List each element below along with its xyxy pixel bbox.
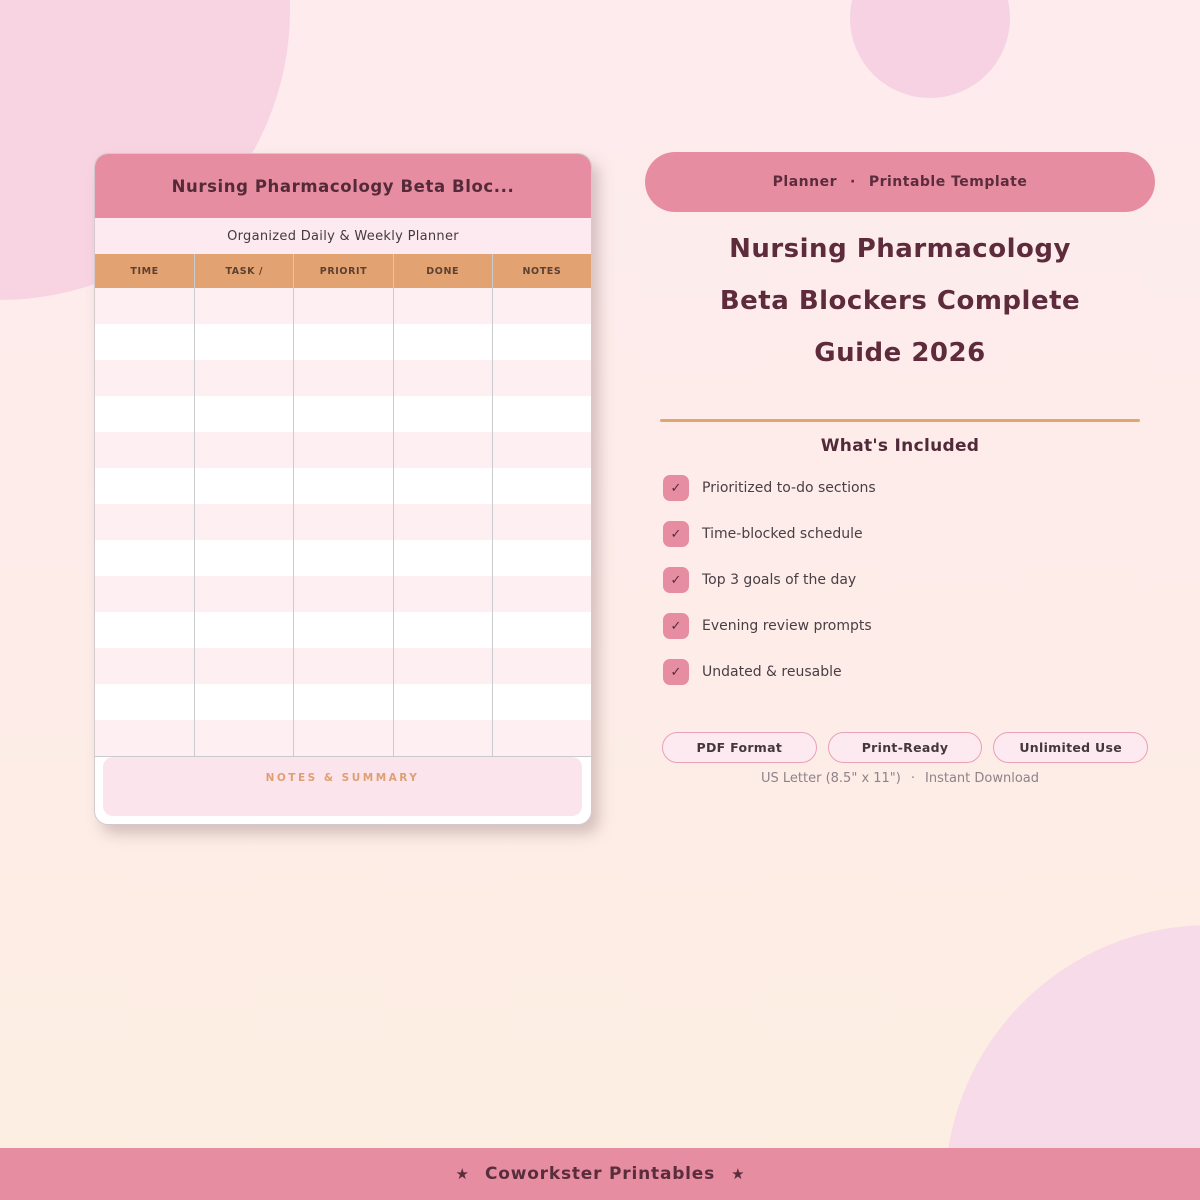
table-cell — [194, 684, 293, 720]
column-header: PRIORIT — [293, 254, 392, 288]
table-cell — [293, 576, 392, 612]
dot-separator: · — [910, 771, 915, 786]
table-cell — [492, 612, 591, 648]
column-header: TIME — [130, 265, 159, 277]
table-cell — [492, 432, 591, 468]
table-cell — [293, 540, 392, 576]
table-row — [95, 720, 591, 756]
table-cell — [194, 648, 293, 684]
table-cell — [95, 720, 194, 756]
format-badge: PDF Format — [662, 732, 817, 763]
category-badge-right: Printable Template — [868, 174, 1028, 190]
table-cell — [492, 540, 591, 576]
feature-item — [663, 566, 876, 594]
table-cell — [194, 720, 293, 756]
table-cell — [393, 576, 492, 612]
product-title-line: Beta Blockers Complete — [719, 286, 1081, 316]
table-cell — [393, 504, 492, 540]
table-cell — [95, 288, 194, 324]
table-row — [95, 432, 591, 468]
section-divider — [660, 419, 1140, 422]
planner-column-headers — [95, 254, 591, 288]
table-cell — [293, 396, 392, 432]
planner-subtitle: Organized Daily & Weekly Planner — [95, 218, 591, 254]
table-cell — [293, 612, 392, 648]
footer-brand: Coworkster Printables — [484, 1164, 716, 1184]
table-cell — [194, 504, 293, 540]
table-row — [95, 360, 591, 396]
checkmark-icon: ✓ — [663, 613, 689, 639]
delivery-label: Instant Download — [925, 771, 1039, 786]
feature-label: Time-blocked schedule — [702, 526, 863, 542]
table-cell — [492, 720, 591, 756]
paper-size-label: US Letter (8.5" x 11") — [761, 771, 901, 786]
table-cell — [95, 612, 194, 648]
table-cell — [492, 648, 591, 684]
table-row — [95, 612, 591, 648]
table-cell — [293, 324, 392, 360]
feature-label: Prioritized to-do sections — [702, 480, 876, 496]
table-cell — [393, 432, 492, 468]
format-badges — [662, 732, 1148, 763]
table-cell — [194, 612, 293, 648]
category-badge-left: Planner — [772, 174, 837, 190]
table-cell — [194, 288, 293, 324]
table-cell — [194, 540, 293, 576]
table-cell — [194, 432, 293, 468]
planner-header — [95, 154, 591, 218]
table-cell — [95, 576, 194, 612]
table-cell — [393, 288, 492, 324]
feature-label: Undated & reusable — [702, 664, 842, 680]
table-row — [95, 540, 591, 576]
decor-circle-top-right — [850, 0, 1010, 98]
table-cell — [194, 576, 293, 612]
table-cell — [95, 540, 194, 576]
checkmark-icon: ✓ — [663, 475, 689, 501]
format-badge: Print-Ready — [828, 732, 983, 763]
footer-bar — [0, 1148, 1200, 1200]
star-icon: ★ — [455, 1165, 469, 1183]
feature-label: Top 3 goals of the day — [702, 572, 857, 588]
table-cell — [194, 468, 293, 504]
feature-item — [663, 474, 876, 502]
column-header: NOTES — [492, 254, 591, 288]
table-cell — [393, 684, 492, 720]
table-cell — [293, 432, 392, 468]
included-heading: What's Included — [820, 436, 980, 456]
feature-item — [663, 612, 876, 640]
table-cell — [492, 504, 591, 540]
planner-preview-card — [94, 153, 592, 825]
table-cell — [293, 504, 392, 540]
table-cell — [95, 396, 194, 432]
table-cell — [95, 684, 194, 720]
table-cell — [293, 684, 392, 720]
table-row — [95, 324, 591, 360]
included-list — [663, 474, 876, 704]
table-cell — [95, 468, 194, 504]
checkmark-icon: ✓ — [663, 521, 689, 547]
checkmark-icon: ✓ — [663, 567, 689, 593]
table-cell — [492, 576, 591, 612]
table-cell — [492, 468, 591, 504]
table-cell — [393, 540, 492, 576]
table-cell — [95, 432, 194, 468]
table-cell — [194, 360, 293, 396]
table-cell — [95, 360, 194, 396]
star-icon: ★ — [731, 1165, 745, 1183]
table-row — [95, 684, 591, 720]
planner-table-body — [95, 288, 591, 757]
product-title — [625, 223, 1175, 379]
product-title-line: Guide 2026 — [814, 338, 986, 368]
table-cell — [393, 324, 492, 360]
table-cell — [293, 468, 392, 504]
table-cell — [393, 612, 492, 648]
column-header: DONE — [393, 254, 492, 288]
table-cell — [393, 468, 492, 504]
table-cell — [293, 360, 392, 396]
planner-title: Nursing Pharmacology Beta Bloc... — [171, 176, 515, 196]
notes-summary-box — [103, 757, 582, 816]
notes-summary-label: NOTES & SUMMARY — [265, 772, 420, 784]
table-cell — [492, 684, 591, 720]
product-meta — [645, 771, 1155, 786]
table-cell — [393, 396, 492, 432]
table-row — [95, 648, 591, 684]
table-cell — [393, 360, 492, 396]
table-cell — [492, 324, 591, 360]
table-cell — [95, 648, 194, 684]
feature-item — [663, 520, 876, 548]
table-row — [95, 288, 591, 324]
table-cell — [194, 324, 293, 360]
table-cell — [95, 504, 194, 540]
feature-item — [663, 658, 876, 686]
table-cell — [194, 396, 293, 432]
feature-label: Evening review prompts — [702, 618, 872, 634]
column-header: TASK / — [194, 254, 293, 288]
table-row — [95, 468, 591, 504]
table-cell — [492, 288, 591, 324]
table-cell — [95, 324, 194, 360]
category-badge — [645, 152, 1155, 212]
table-cell — [393, 720, 492, 756]
dot-separator: · — [850, 174, 856, 190]
table-cell — [393, 648, 492, 684]
format-badge: Unlimited Use — [993, 732, 1148, 763]
checkmark-icon: ✓ — [663, 659, 689, 685]
table-row — [95, 396, 591, 432]
table-cell — [492, 396, 591, 432]
table-cell — [492, 360, 591, 396]
table-cell — [293, 288, 392, 324]
table-row — [95, 504, 591, 540]
table-cell — [293, 648, 392, 684]
product-title-line: Nursing Pharmacology — [729, 234, 1071, 264]
table-cell — [293, 720, 392, 756]
table-row — [95, 576, 591, 612]
